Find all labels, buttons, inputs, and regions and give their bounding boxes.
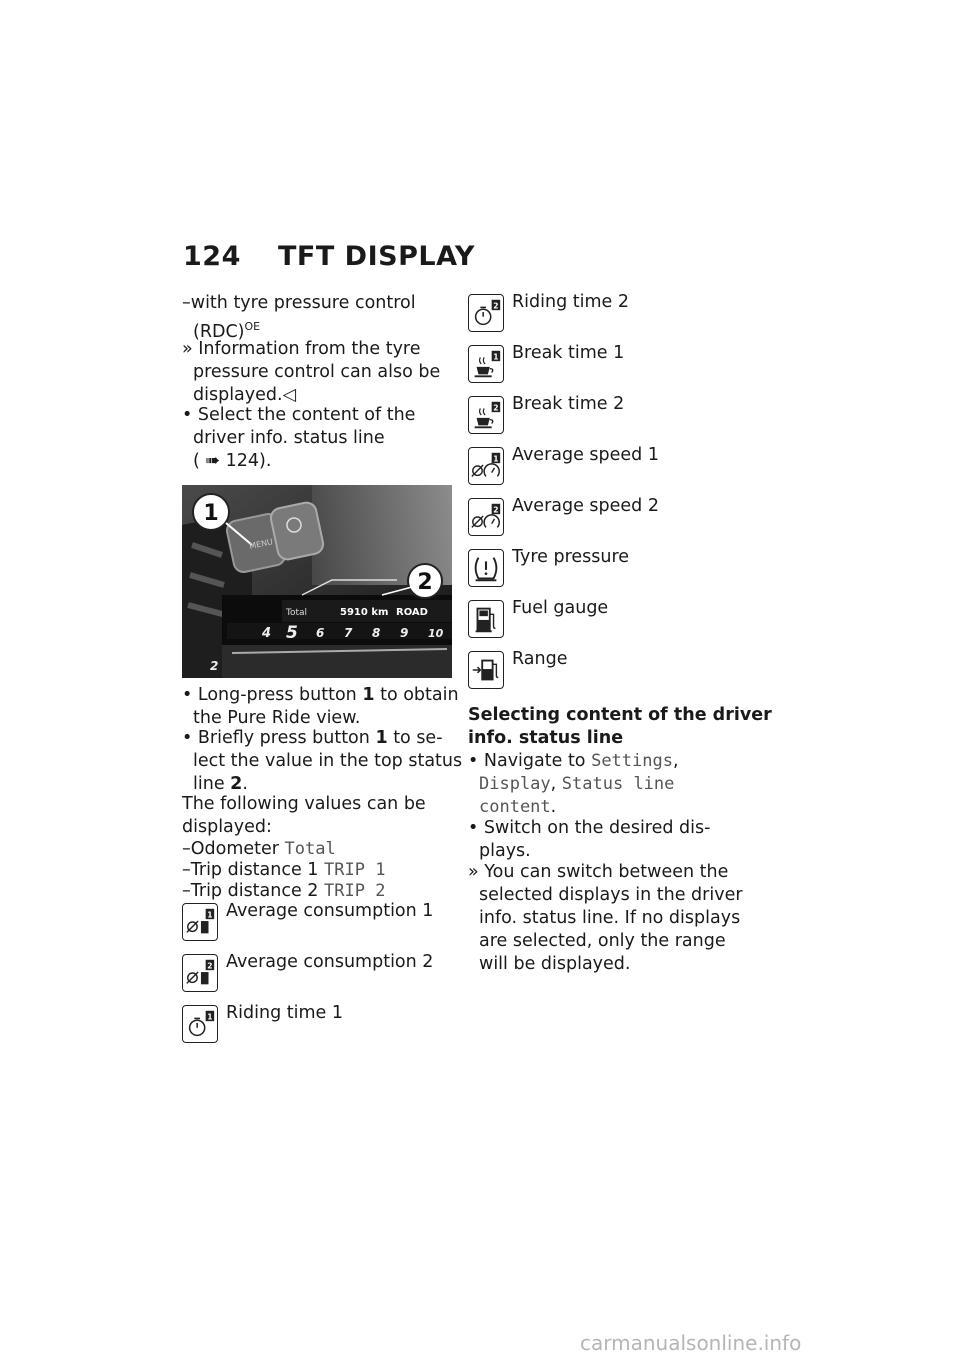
- list-item: [468, 496, 728, 538]
- list-item: [468, 598, 728, 640]
- page-reference-link[interactable]: ( ➠ 124).: [193, 451, 272, 471]
- item-label: Tyre pressure: [512, 547, 630, 567]
- text-line: displayed.◁: [193, 385, 297, 405]
- svg-text:2: 2: [493, 505, 499, 515]
- gear-number: 6: [316, 626, 325, 640]
- text-line: plays.: [479, 841, 531, 861]
- item-label: Riding time 2: [512, 292, 629, 312]
- text-line: displayed:: [182, 817, 272, 837]
- riding-time-2-icon: [468, 294, 504, 332]
- gear-number: 9: [400, 626, 409, 640]
- list-item: –Trip distance 1 TRIP 1: [182, 860, 386, 880]
- page-number: 124: [183, 241, 241, 272]
- list-item: [468, 445, 728, 487]
- item-label: Average speed 2: [512, 496, 659, 516]
- range-icon: [468, 651, 504, 689]
- instruction-line: • Navigate to Settings,: [468, 751, 679, 771]
- menu-path-settings: Settings: [591, 751, 673, 771]
- page-title: TFT DISPLAY: [278, 241, 475, 272]
- odometer-value: 5910 km: [340, 607, 389, 618]
- list-item: [182, 901, 442, 943]
- result-line: » Information from the tyre: [182, 339, 421, 359]
- oe-superscript: OE: [244, 320, 261, 333]
- item-label: Break time 2: [512, 394, 625, 414]
- avg-consumption-1-icon: [182, 903, 218, 941]
- menu-path-status-line: Status line: [561, 774, 675, 794]
- list-item: [182, 1003, 442, 1045]
- svg-text:1: 1: [493, 352, 499, 362]
- svg-text:1: 1: [493, 454, 499, 464]
- item-label: Average consumption 2: [226, 952, 434, 972]
- gear-number: 8: [372, 626, 381, 640]
- instruction-line: • Select the content of the: [182, 405, 416, 425]
- item-label: Average consumption 1: [226, 901, 434, 921]
- text-line: The following values can be: [182, 794, 426, 814]
- text-line: driver info. status line: [193, 428, 385, 448]
- list-item: [182, 952, 442, 994]
- instruction-line: • Long-press button 1 to obtain: [182, 685, 459, 705]
- text-line: line 2.: [193, 774, 248, 794]
- avg-speed-1-icon: [468, 447, 504, 485]
- section-heading: Selecting content of the driver: [468, 705, 772, 725]
- fuel-gauge-icon: [468, 600, 504, 638]
- svg-text:1: 1: [207, 910, 213, 920]
- list-item: –Odometer Total: [182, 839, 336, 859]
- gear-indicator: 2: [210, 659, 219, 673]
- item-label: Riding time 1: [226, 1003, 343, 1023]
- instruction-line: • Briefly press button 1 to se-: [182, 728, 443, 748]
- svg-text:2: 2: [493, 301, 499, 311]
- break-time-2-icon: [468, 396, 504, 434]
- text-line: selected displays in the driver: [479, 885, 743, 905]
- svg-text:2: 2: [493, 403, 499, 413]
- list-item: [468, 343, 728, 385]
- gear-number: 4: [262, 626, 272, 641]
- text-line: the Pure Ride view.: [193, 708, 361, 728]
- callout-2: 2: [417, 570, 433, 595]
- list-item: [468, 292, 728, 334]
- break-time-1-icon: [468, 345, 504, 383]
- svg-text:2: 2: [207, 961, 213, 971]
- total-label: Total: [286, 608, 308, 618]
- text-line: lect the value in the top status: [193, 751, 463, 771]
- text-line: Display, Status line: [479, 774, 675, 794]
- text-line: info. status line. If no displays: [479, 908, 741, 928]
- riding-time-1-icon: [182, 1005, 218, 1043]
- menu-path-display: Display: [479, 774, 551, 794]
- text-line: pressure control can also be: [193, 362, 441, 382]
- ride-mode: ROAD: [396, 607, 428, 618]
- item-label: Break time 1: [512, 343, 625, 363]
- text-line: will be displayed.: [479, 954, 631, 974]
- page-header: [183, 241, 475, 272]
- watermark: carmanualsonline.info: [580, 1331, 802, 1355]
- gear-number: 5: [286, 623, 298, 643]
- photo-drawing: [182, 485, 452, 678]
- list-item: [468, 547, 728, 589]
- svg-text:1: 1: [207, 1012, 213, 1022]
- instruction-line: • Switch on the desired dis-: [468, 818, 711, 838]
- text-line: (RDC)$^{OE}$: [193, 320, 261, 342]
- menu-button-label: MENU: [248, 537, 274, 551]
- item-label: Fuel gauge: [512, 598, 609, 618]
- text-line: –with tyre pressure control: [182, 293, 416, 313]
- handlebar-controls-photo: [182, 485, 452, 678]
- gear-number: 7: [344, 626, 353, 640]
- list-item: [468, 394, 728, 436]
- gear-number: 10: [428, 627, 444, 640]
- callout-1: 1: [203, 501, 219, 526]
- list-item: –Trip distance 2 TRIP 2: [182, 881, 386, 901]
- result-line: » You can switch between the: [468, 862, 729, 882]
- item-label: Average speed 1: [512, 445, 659, 465]
- list-item: [468, 649, 728, 691]
- avg-consumption-2-icon: [182, 954, 218, 992]
- tyre-pressure-icon: [468, 549, 504, 587]
- item-label: Range: [512, 649, 568, 669]
- avg-speed-2-icon: [468, 498, 504, 536]
- text-line: are selected, only the range: [479, 931, 726, 951]
- text-line: content.: [479, 797, 557, 817]
- section-heading: info. status line: [468, 728, 624, 748]
